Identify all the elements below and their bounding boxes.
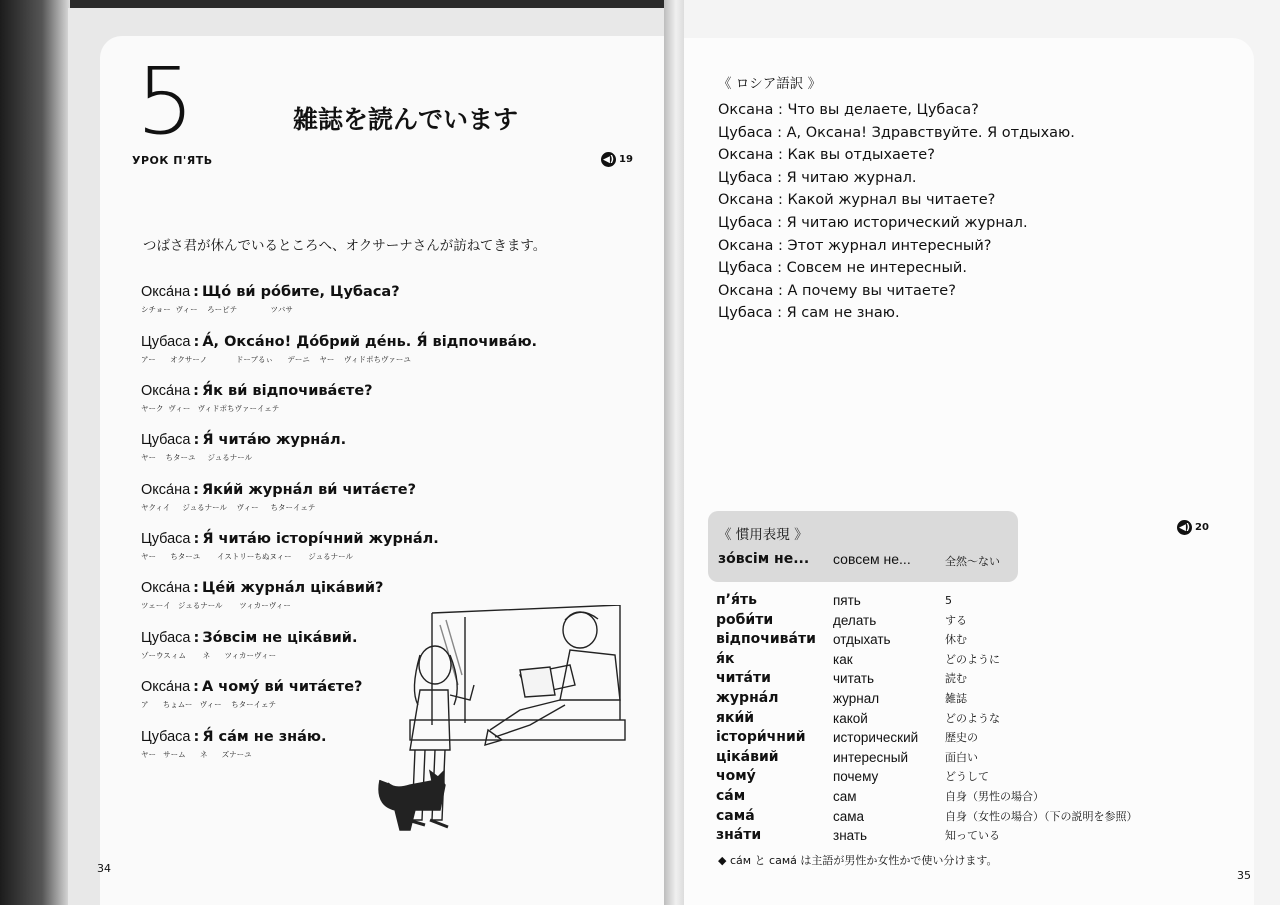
translation-line: Оксана : Что вы делаете, Цубаса? <box>718 102 979 118</box>
lesson-subtitle: УРОК П'ЯТЬ <box>132 154 213 167</box>
separator: : <box>193 432 200 448</box>
vocab-russian: читать <box>833 671 875 687</box>
dialogue-line <box>141 383 611 414</box>
illustration <box>370 605 630 855</box>
translation-line: Цубаса : Я читаю исторический журнал. <box>718 214 1028 231</box>
utterance: Я́ чита́ю журна́л. <box>202 432 347 448</box>
lesson-number: 5 <box>136 48 195 155</box>
left-page-number: 34 <box>97 862 111 875</box>
utterance: Зо́всім не ціка́вий. <box>202 630 358 646</box>
vocab-japanese: 自身（女性の場合）（下の説明を参照） <box>945 809 1138 823</box>
vocab-ukrainian: роби́ти <box>716 611 774 628</box>
idiom-ru: совсем не... <box>833 551 911 567</box>
separator: : <box>193 630 200 646</box>
idiom-box <box>708 511 1018 582</box>
kana-reading: ヤー サーム ネ ズナーユ <box>141 750 252 759</box>
vocab-russian: сам <box>833 788 857 804</box>
translation-lines <box>718 99 1075 325</box>
kana-reading: ヤー ちターユ イストリーちぬヌィー ジュるナール <box>141 552 354 561</box>
speaker: Цубаса <box>141 729 191 745</box>
vocab-ukrainian: журна́л <box>716 689 779 706</box>
dialogue-line <box>141 531 611 562</box>
utterance: Я́ са́м не зна́ю. <box>202 729 327 745</box>
lesson-title: 雑誌を読んでいます <box>293 105 519 134</box>
vocab-japanese: 読む <box>945 672 967 686</box>
kana-reading: アー オクサーノ ドーブるぃ デーニ ヤー ヴィドポちヴァーユ <box>141 355 411 364</box>
utterance: Я́ чита́ю історі́чний журна́л. <box>202 531 439 547</box>
translation-line: Цубаса : Я сам не знаю. <box>718 305 900 322</box>
vocab-japanese: 知っている <box>945 829 1000 843</box>
vocab-ukrainian: са́м <box>716 787 746 804</box>
vocab-russian: сама <box>833 808 865 824</box>
usage-note: ◆ са́м と сама́ は主語が男性か女性かで使い分けます。 <box>718 854 998 867</box>
vocab-japanese: 5 <box>945 594 952 607</box>
kana-reading: ツェーイ ジュるナール ツィカーヴィー <box>141 601 291 610</box>
kana-reading: シチョー ヴィー ろーピテ ツバサ <box>141 305 293 314</box>
vocab-ukrainian: чому́ <box>716 768 756 785</box>
vocab-japanese: どのような <box>945 711 1000 725</box>
speaker: Цубаса <box>141 334 191 350</box>
utterance: Яки́й журна́л ви́ чита́єте? <box>201 482 417 498</box>
translation-line: Цубаса : Я читаю журнал. <box>718 169 917 186</box>
audio-track-number: 20 <box>1195 522 1209 533</box>
vocab-russian: отдыхать <box>833 632 891 648</box>
dialogue-line <box>141 432 611 463</box>
separator: : <box>193 383 199 399</box>
vocab-japanese: 自身（男性の場合） <box>945 789 1044 803</box>
translation-line: Цубаса : А, Оксана! Здравствуйте. Я отдыхаю. <box>718 124 1075 141</box>
vocab-ukrainian: зна́ти <box>716 827 762 844</box>
vocab-russian: знать <box>833 828 868 844</box>
vocab-russian: журнал <box>833 690 880 706</box>
speaker: Окса́на <box>141 580 191 596</box>
utterance: Я́к ви́ відпочива́єте? <box>201 383 373 399</box>
vocab-ukrainian: чита́ти <box>716 670 771 687</box>
right-page-number: 35 <box>1237 869 1251 882</box>
vocab-japanese: どうして <box>945 770 989 784</box>
kana-reading: ヤー ちターユ ジュるナール <box>141 453 253 462</box>
vocab-ukrainian: відпочива́ти <box>716 631 816 648</box>
vocab-russian: почему <box>833 769 879 785</box>
utterance: Що́ ви́ ро́бите, Цубаса? <box>201 284 400 300</box>
vocab-ukrainian: сама́ <box>716 807 755 824</box>
lesson-intro: つばさ君が休んでいるところへ、オクサーナさんが訪ねてきます。 <box>143 238 547 254</box>
idiom-ua: зо́всім не... <box>718 551 810 567</box>
book-gutter <box>664 0 684 905</box>
translation-line: Оксана : Какой журнал вы читаете? <box>718 192 996 209</box>
separator: : <box>193 482 199 498</box>
vocab-russian: пять <box>833 593 861 608</box>
vocab-russian: интересный <box>833 749 909 765</box>
vocab-japanese: 歴史の <box>945 731 978 745</box>
vocab-ukrainian: п’я́ть <box>716 592 757 608</box>
speaker: Окса́на <box>141 383 191 399</box>
translation-line: Оксана : Как вы отдыхаете? <box>718 147 935 164</box>
vocab-russian: исторический <box>833 730 919 746</box>
kana-reading: ア ちょムー ヴィー ちターイェテ <box>141 700 276 709</box>
vocab-russian: как <box>833 651 853 667</box>
dialogue-line <box>141 284 611 315</box>
audio-track-20[interactable] <box>1177 520 1209 535</box>
vocab-japanese: どのように <box>945 652 1000 666</box>
vocab-russian: какой <box>833 710 868 726</box>
dialogue-line <box>141 482 611 513</box>
vocab-ukrainian: я́к <box>716 650 735 667</box>
vocab-japanese: する <box>945 613 967 627</box>
speaker: Окса́на <box>141 482 191 498</box>
vocab-russian: делать <box>833 612 877 628</box>
translation-title: 《 ロシア語訳 》 <box>718 76 822 92</box>
vocab-japanese: 雑誌 <box>945 691 967 705</box>
speaker-icon: ◀) <box>1177 520 1192 535</box>
kana-reading: ゾーウスィム ネ ツィカーヴィー <box>141 651 277 660</box>
speaker-icon: ◀) <box>601 152 616 167</box>
speaker: Цубаса <box>141 432 191 448</box>
scan-edge <box>0 0 70 905</box>
separator: : <box>193 679 199 695</box>
utterance: А́, Окса́но! До́брий де́нь. Я́ відпочива́ю. <box>202 334 538 350</box>
translation-line: Оксана : А почему вы читаете? <box>718 282 956 299</box>
vocab-japanese: 面白い <box>945 750 978 764</box>
utterance: А чому́ ви́ чита́єте? <box>201 679 363 695</box>
kana-reading: ヤーク ヴィー ヴィドポちヴァーイェテ <box>141 404 280 413</box>
translation-line: Цубаса : Совсем не интересный. <box>718 260 967 277</box>
separator: : <box>193 334 200 350</box>
vocab-ukrainian: ціка́вий <box>716 748 779 765</box>
vocab-ukrainian: істори́чний <box>716 729 806 746</box>
speaker: Окса́на <box>141 284 191 300</box>
audio-track-19[interactable] <box>601 152 633 167</box>
audio-track-number: 19 <box>619 154 633 165</box>
speaker: Окса́на <box>141 679 191 695</box>
separator: : <box>193 729 200 745</box>
idiom-ja: 全然～ない <box>945 555 1000 568</box>
separator: : <box>193 531 200 547</box>
speaker: Цубаса <box>141 531 191 547</box>
translation-line: Оксана : Этот журнал интересный? <box>718 237 992 254</box>
vocab-japanese: 休む <box>945 633 967 647</box>
separator: : <box>193 284 199 300</box>
dialogue-line <box>141 334 611 365</box>
utterance: Це́й журна́л ціка́вий? <box>201 580 384 596</box>
separator: : <box>193 580 199 596</box>
idiom-title: 《 慣用表現 》 <box>718 527 808 543</box>
speaker: Цубаса <box>141 630 191 646</box>
kana-reading: ヤクィイ ジュるナール ヴィー ちターイェテ <box>141 503 316 512</box>
vocab-ukrainian: яки́й <box>716 709 755 726</box>
